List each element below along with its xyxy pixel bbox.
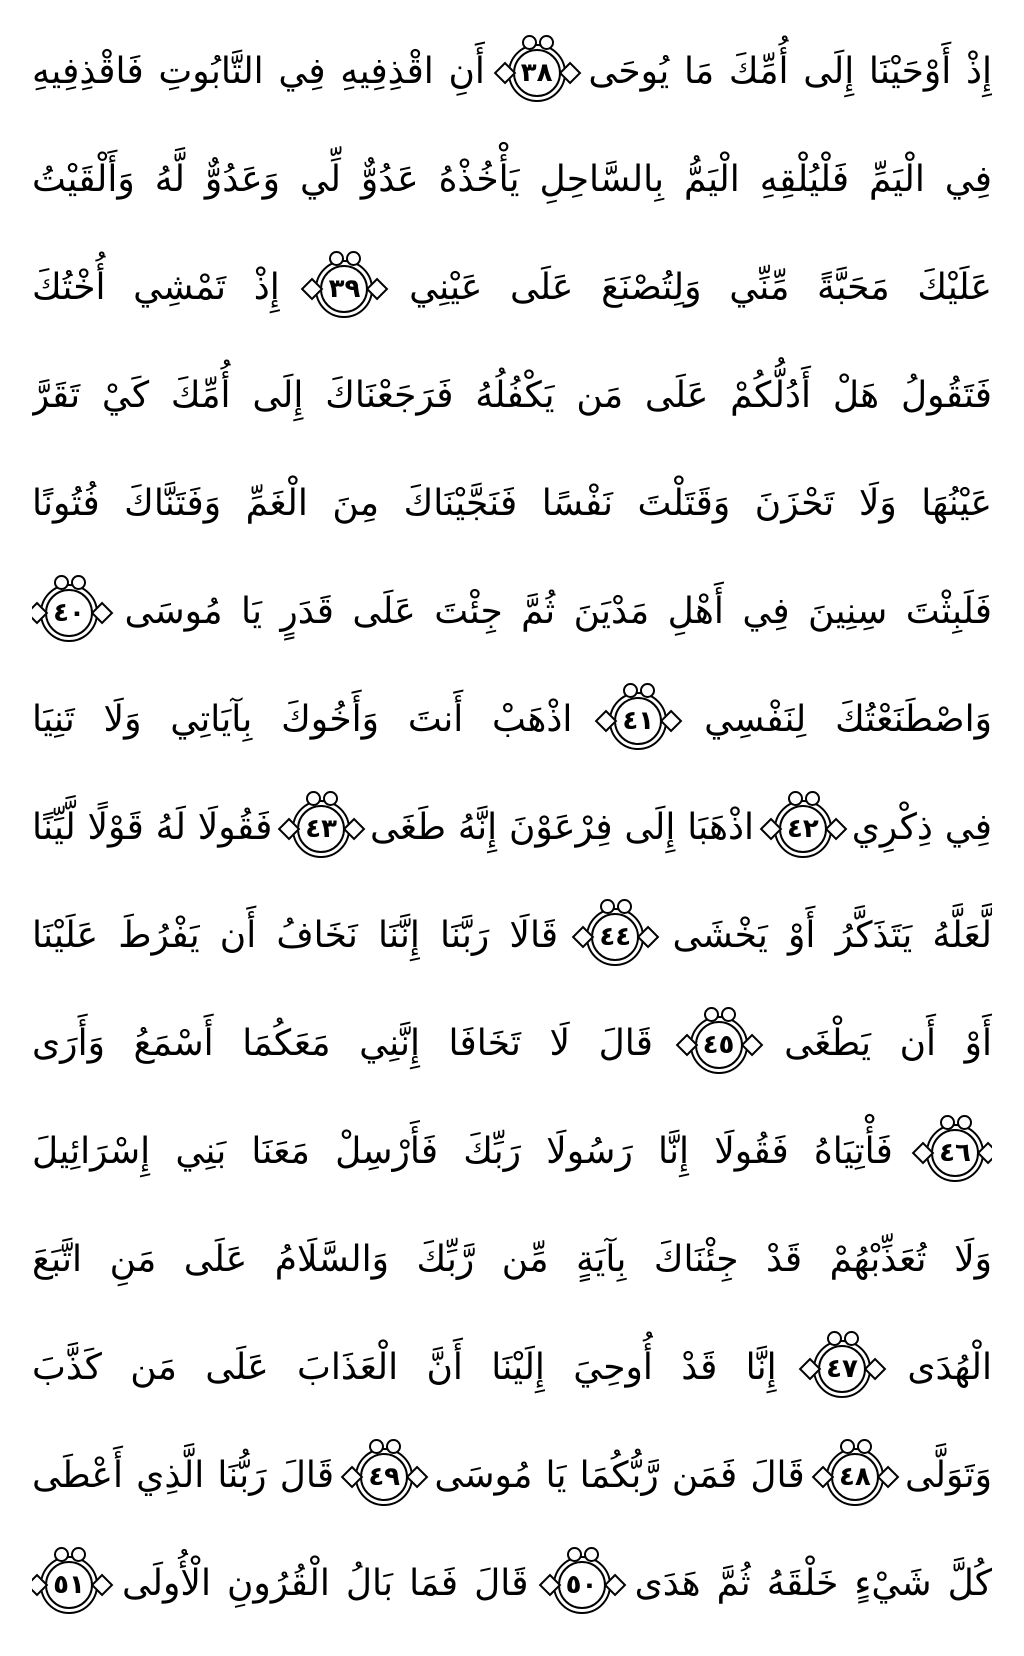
ayah-text: عَيْنُهَا وَلَا تَحْزَنَ وَقَتَلْتَ نَفْسًا فَنَجَّيْنَاكَ مِنَ الْغَمِّ وَفَتَنَّاكَ فُتُونًا <box>32 483 992 524</box>
ayah-text: فِي الْيَمِّ فَلْيُلْقِهِ الْيَمُّ بِالسَّاحِلِ يَأْخُذْهُ عَدُوٌّ لِّي وَعَدُوٌّ لَّهُ وَأَلْقَيْتُ <box>32 159 992 200</box>
ayah-marker-38 <box>508 44 566 102</box>
mushaf-line-15 <box>32 1530 992 1638</box>
ayah-marker-49 <box>355 1448 413 1506</box>
mushaf-line-14 <box>32 1422 992 1530</box>
mushaf-line-8 <box>32 774 992 882</box>
ayah-marker-50 <box>553 1556 611 1614</box>
ayah-marker-47 <box>813 1340 871 1398</box>
ayah-text: فَأْتِيَاهُ فَقُولَا إِنَّا رَسُولَا رَبِّكَ فَأَرْسِلْ مَعَنَا بَنِي إِسْرَائِيلَ <box>32 1131 893 1172</box>
ayah-number: ٤٥ <box>702 1030 735 1060</box>
ayah-text: قَالَ رَبُّنَا الَّذِي أَعْطَى <box>32 1455 335 1496</box>
ayah-number: ٤٩ <box>368 1462 401 1492</box>
ayah-marker-46 <box>926 1124 984 1182</box>
ayah-text: أَوْ أَن يَطْغَى <box>784 1023 992 1064</box>
ayah-number: ٤١ <box>622 706 655 736</box>
mushaf-line-5 <box>32 450 992 558</box>
ayah-number: ٣٨ <box>520 58 553 88</box>
ayah-text: اذْهَبْ أَنتَ وَأَخُوكَ بِآيَاتِي وَلَا تَنِيَا <box>32 699 573 740</box>
ayah-text: وَلَا تُعَذِّبْهُمْ قَدْ جِئْنَاكَ بِآيَةٍ مِّن رَّبِّكَ وَالسَّلَامُ عَلَى مَنِ اتَّبَعَ <box>32 1239 992 1280</box>
ayah-text: إِنَّا قَدْ أُوحِيَ إِلَيْنَا أَنَّ الْعَذَابَ عَلَى مَن كَذَّبَ <box>32 1347 777 1388</box>
ayah-text: كُلَّ شَيْءٍ خَلْقَهُ ثُمَّ هَدَى <box>634 1563 992 1604</box>
mushaf-line-1 <box>32 18 992 126</box>
text-block <box>32 18 992 1638</box>
ayah-number: ٤٣ <box>305 814 338 844</box>
ayah-text: فَتَقُولُ هَلْ أَدُلُّكُمْ عَلَى مَن يَكْفُلُهُ فَرَجَعْنَاكَ إِلَى أُمِّكَ كَيْ تَقَرَّ <box>32 375 992 416</box>
ayah-marker-48 <box>826 1448 884 1506</box>
ayah-text: أَنِ اقْذِفِيهِ فِي التَّابُوتِ فَاقْذِفِيهِ <box>32 51 485 92</box>
ayah-text: اذْهَبَا إِلَى فِرْعَوْنَ إِنَّهُ طَغَى <box>369 807 755 848</box>
ayah-marker-39 <box>315 260 373 318</box>
ayah-marker-41 <box>609 692 667 750</box>
mushaf-line-3 <box>32 234 992 342</box>
ayah-text: قَالَ فَمَن رَّبُّكُمَا يَا مُوسَى <box>434 1455 805 1496</box>
mushaf-line-12 <box>32 1206 992 1314</box>
ayah-number: ٣٩ <box>328 274 361 304</box>
ayah-text: قَالَ لَا تَخَافَا إِنَّنِي مَعَكُمَا أَسْمَعُ وَأَرَى <box>32 1023 653 1064</box>
ayah-number: ٥٠ <box>565 1570 598 1600</box>
ayah-marker-45 <box>690 1016 748 1074</box>
mushaf-line-6 <box>32 558 992 666</box>
ayah-number: ٤٤ <box>599 922 632 952</box>
ayah-text: الْهُدَى <box>907 1347 992 1388</box>
ayah-text: عَلَيْكَ مَحَبَّةً مِّنِّي وَلِتُصْنَعَ عَلَى عَيْنِي <box>409 267 992 308</box>
mushaf-line-4 <box>32 342 992 450</box>
ayah-text: قَالَ فَمَا بَالُ الْقُرُونِ الْأُولَى <box>122 1563 529 1604</box>
mushaf-line-10 <box>32 990 992 1098</box>
ayah-text: قَالَا رَبَّنَا إِنَّنَا نَخَافُ أَن يَفْرُطَ عَلَيْنَا <box>32 915 559 956</box>
ayah-text: وَتَوَلَّى <box>905 1455 992 1496</box>
ayah-number: ٤٢ <box>787 814 819 844</box>
ayah-marker-40 <box>40 584 98 642</box>
mushaf-line-9 <box>32 882 992 990</box>
ayah-text: وَاصْطَنَعْتُكَ لِنَفْسِي <box>704 699 992 740</box>
ayah-number: ٤٠ <box>53 598 85 628</box>
ayah-number: ٤٧ <box>826 1354 858 1384</box>
mushaf-line-7 <box>32 666 992 774</box>
ayah-text: فَلَبِثْتَ سِنِينَ فِي أَهْلِ مَدْيَنَ ثُمَّ جِئْتَ عَلَى قَدَرٍ يَا مُوسَى <box>124 591 992 632</box>
ayah-number: ٥١ <box>53 1570 85 1600</box>
ayah-text: فَقُولَا لَهُ قَوْلًا لَّيِّنًا <box>32 807 273 848</box>
ayah-marker-51 <box>40 1556 98 1614</box>
ayah-marker-43 <box>292 800 350 858</box>
ayah-number: ٤٦ <box>939 1138 971 1168</box>
ayah-text: إِذْ تَمْشِي أُخْتُكَ <box>32 267 280 308</box>
ayah-number: ٤٨ <box>839 1462 871 1492</box>
ayah-text: فِي ذِكْرِي <box>851 807 992 848</box>
ayah-marker-44 <box>586 908 644 966</box>
ayah-text: إِذْ أَوْحَيْنَا إِلَى أُمِّكَ مَا يُوحَى <box>588 51 992 92</box>
mushaf-line-11 <box>32 1098 992 1206</box>
mushaf-line-2 <box>32 126 992 234</box>
ayah-text: لَّعَلَّهُ يَتَذَكَّرُ أَوْ يَخْشَى <box>672 915 992 956</box>
ayah-marker-42 <box>774 800 832 858</box>
mushaf-line-13 <box>32 1314 992 1422</box>
